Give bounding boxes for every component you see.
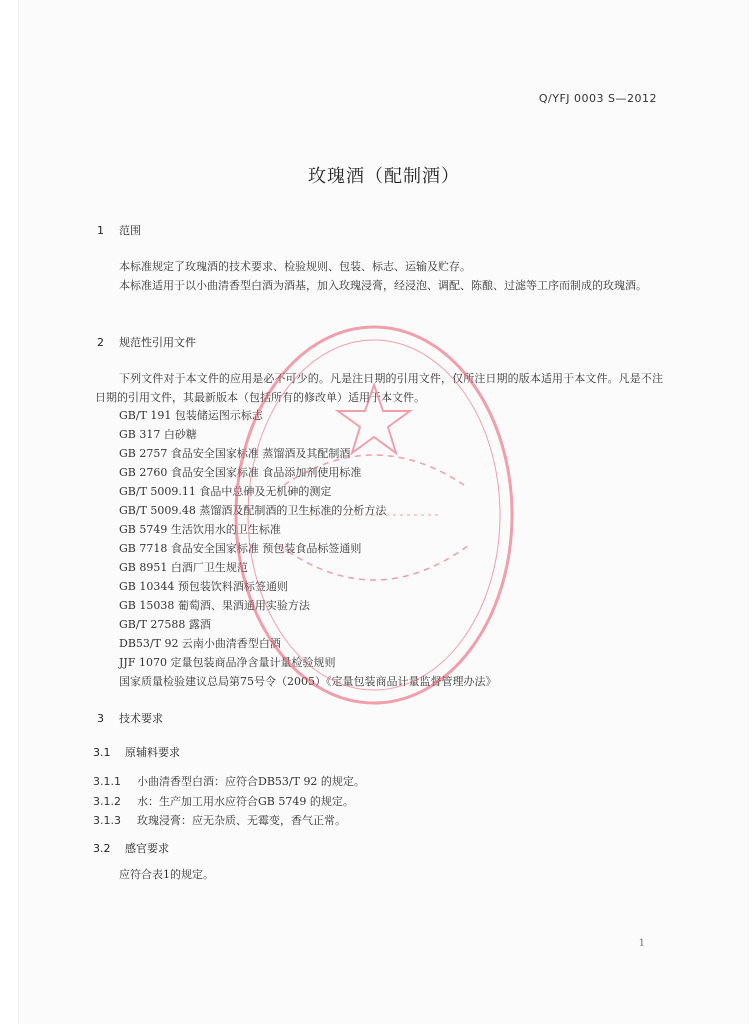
page-number: 1	[638, 938, 645, 949]
section-number: 2	[97, 336, 104, 349]
reference-item: GB 8951 白酒厂卫生规范	[119, 561, 248, 574]
item-number: 3.1.3	[93, 814, 121, 827]
reference-item: 国家质量检验建议总局第75号令（2005）《定量包装商品计量监督管理办法》	[119, 675, 497, 688]
requirement-item	[93, 812, 346, 828]
reference-item: GB/T 5009.11 食品中总砷及无机砷的测定	[119, 485, 332, 498]
subsection-3-2-text: 应符合表1的规定。	[119, 868, 214, 881]
section-number: 3	[97, 712, 104, 725]
section-number: 1	[97, 224, 104, 237]
section-1-paragraph-1: 本标准规定了玫瑰酒的技术要求、检验规则、包装、标志、运输及贮存。	[119, 260, 471, 273]
reference-item: GB 317 白砂糖	[119, 428, 197, 441]
reference-item: JJF 1070 定量包装商品净含量计量检验规则	[119, 656, 336, 669]
requirement-item	[93, 793, 354, 809]
section-title: 规范性引用文件	[119, 336, 196, 349]
subsection-number: 3.1	[93, 746, 111, 759]
reference-item: GB 15038 葡萄酒、果酒通用实验方法	[119, 599, 310, 612]
requirement-item	[93, 773, 365, 789]
reference-item: GB/T 27588 露酒	[119, 618, 211, 631]
section-2-heading	[97, 334, 196, 350]
reference-item: DB53/T 92 云南小曲清香型白酒	[119, 637, 281, 650]
item-text: 水：生产加工用水应符合GB 5749 的规定。	[137, 795, 354, 808]
item-text: 玫瑰浸膏：应无杂质、无霉变，香气正常。	[137, 814, 346, 827]
subsection-number: 3.2	[93, 842, 111, 855]
subsection-3-2-heading	[93, 840, 169, 856]
item-number: 3.1.1	[93, 775, 121, 788]
reference-item: GB/T 191 包装储运图示标志	[119, 409, 263, 422]
section-1-paragraph-2: 本标准适用于以小曲清香型白酒为酒基，加入玫瑰浸膏，经浸泡、调配、陈酿、过滤等工序而制成的玫瑰酒。	[119, 279, 647, 292]
section-1-heading	[97, 222, 141, 238]
reference-item: GB 7718 食品安全国家标准 预包装食品标签通则	[119, 542, 362, 555]
subsection-title: 感官要求	[125, 842, 169, 855]
reference-item: GB/T 5009.48 蒸馏酒及配制酒的卫生标准的分析方法	[119, 504, 387, 517]
reference-item: GB 5749 生活饮用水的卫生标准	[119, 523, 281, 536]
reference-item: GB 10344 预包装饮料酒标签通则	[119, 580, 288, 593]
item-text: 小曲清香型白酒：应符合DB53/T 92 的规定。	[137, 775, 365, 788]
section-title: 范围	[119, 224, 141, 237]
section-2-intro: 下列文件对于本文件的应用是必不可少的。凡是注日期的引用文件，仅所注日期的版本适用于本文件。凡是不注日期的引用文件，其最新版本（包括所有的修改单）适用于本文件。	[95, 372, 663, 404]
item-number: 3.1.2	[93, 795, 121, 808]
subsection-3-1-heading	[93, 744, 180, 760]
company-seal-stamp	[224, 315, 524, 715]
reference-item: GB 2760 食品安全国家标准 食品添加剂使用标准	[119, 466, 362, 479]
section-title: 技术要求	[119, 712, 163, 725]
section-3-heading	[97, 710, 163, 726]
standard-code: Q/YFJ 0003 S—2012	[538, 92, 657, 105]
subsection-title: 原辅料要求	[125, 746, 180, 759]
reference-item: GB 2757 食品安全国家标准 蒸馏酒及其配制酒	[119, 447, 351, 460]
document-title: 玫瑰酒（配制酒）	[308, 166, 460, 187]
document-page	[18, 0, 749, 1024]
